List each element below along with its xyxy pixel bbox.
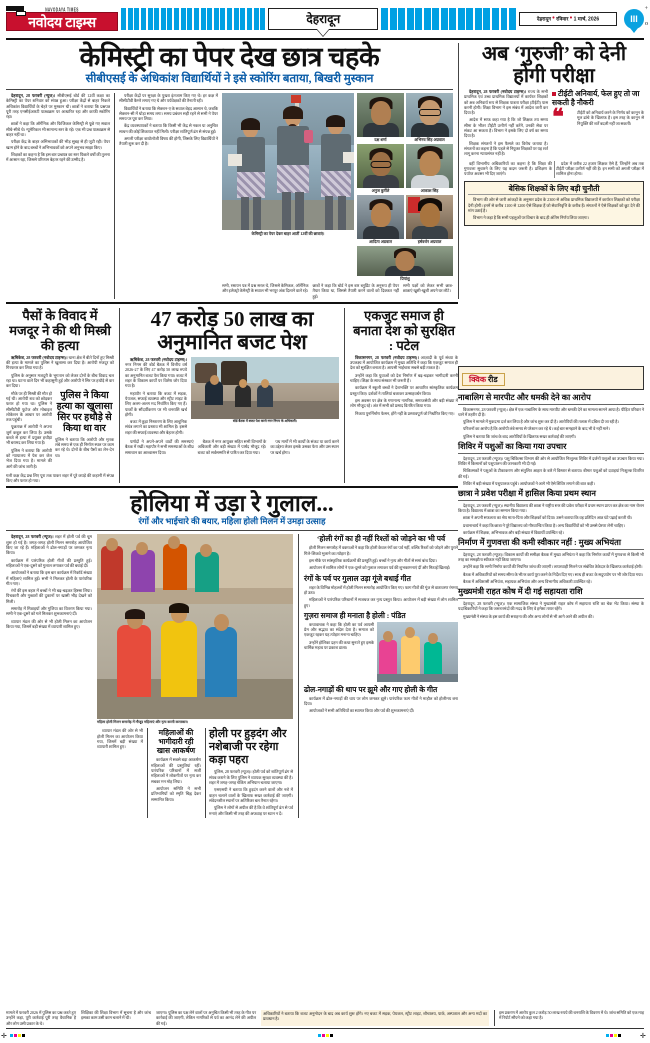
- portrait-caption: प्रियांशु: [400, 276, 410, 281]
- guruji-body-rest: [464, 161, 644, 179]
- sidebar-1-p4: पुलिस ने बताया कि जांच के बाद आरोपियों के खिलाफ सख्त कार्रवाई की जाएगी।: [463, 433, 577, 439]
- sidebar-body-3: [458, 503, 644, 535]
- registration-plus-icon: +: [644, 6, 648, 12]
- portrait-item: [406, 93, 453, 142]
- sidebar-1-p2: पुलिस ने मामले में मुकदमा दर्ज कर लिया है और जांच शुरू कर दी है। आरोपियों की तलाश में दबिश दी जा रही है।: [463, 419, 620, 425]
- holi-p1: शहर में होली पर्व की धूम शुरू हो गई है। जगह-जगह होली मिलन समारोह आयोजित किए जा रहे हैं। महिलाओं ने ढोल-नगाड़ों पर जमकर नृत्य किया।: [6, 534, 92, 556]
- guruji-p2: आदेश में साफ कहा गया है कि जो शिक्षक तय समय सीमा के भीतर टीईटी उत्तीर्ण नहीं करेंगे, उनकी सेवा पर संकट आ सकता है। विभाग ने इसके लिए दो वर्ष का समय दिया है।: [464, 117, 548, 139]
- dateline-sep-1: •: [552, 15, 555, 22]
- edition-mark: [620, 6, 648, 29]
- mid-left-p4: पूछताछ में आरोपी ने अपना जुर्म कबूल कर लिया है। उसके कब्जे से हत्या में प्रयुक्त हथौड़ा भी बरामद कर लिया गया है।: [6, 424, 52, 446]
- holi-right-b1-p1: होली मिलन समारोह में वक्ताओं ने कहा कि होली केवल रंगों का पर्व नहीं, बल्कि रिश्तों को जोड़ने और पुराने गिले-शिकवे भुलाने का त्योहार है।: [304, 545, 458, 556]
- portrait-caption: अनुज कुर्रीले: [371, 188, 390, 193]
- footer-tail-5: इस प्रकरण में आरोप कुल 2 करोड़ 50 लाख रुपये की धनराशि के विवरण में थे। जांच समिति को एक माह में रिपोर्ट सौंपने को कहा गया है।: [494, 1010, 644, 1026]
- mid-center-body-2: [125, 439, 339, 457]
- sidebar-4-p4: बैठक में अधिशासी अभियंता, सहायक अभियंता और अन्य विभागीय अधिकारी उपस्थित रहे।: [463, 579, 592, 585]
- guruji-bullet: [552, 89, 644, 107]
- sidebar-1-p1: विकासनगर, 28 फरवरी (न्यूज)। क्षेत्र में एक नाबालिग के साथ मारपीट और धमकी देने का मामला सामने आया है। पीड़ित परिवार ने थाने में तहरीर दी है।: [458, 406, 644, 417]
- holi-left-tail-p: व्यापार मंडल की ओर से भी होली मिलन का आयोजन किया गया, जिसमें बड़ी संख्या में व्यापारी शामिल हुए।: [97, 728, 143, 750]
- portrait-caption: आकाश सिंह: [420, 188, 439, 193]
- bullet-square-icon: [552, 92, 556, 96]
- holi-p4: रंगों की इस बहार में बच्चों ने भी बढ़-चढ़कर हिस्सा लिया। पिचकारी और गुब्बारों की दुकानों पर खासी भीड़ देखने को मिली।: [6, 588, 92, 604]
- holi-left-body: [6, 534, 92, 629]
- quick-read-label-red: क्विक: [469, 375, 487, 384]
- holi-right-b1-p2: इस मौके पर सांस्कृतिक कार्यक्रमों की प्रस्तुति हुई। बच्चों ने नृत्य और गीतों से समां बांध दिया।: [309, 558, 437, 564]
- guruji-box-p1: विभाग की ओर से जारी आंकड़ों के अनुसार प्रदेश के 2300 से अधिक प्राथमिक विद्यालयों में कार्यरत शिक्षकों को परीक्षा देनी होगी। इनमें से करीब 1100 से 1200 ऐसे शिक्षक हैं जो सेवानिवृत्ति के करीब हैं। संगठनों ने ऐसे शिक्षकों को छूट देने की मांग उठाई है।: [468, 197, 640, 214]
- holi-box2-title: होली पर हुड़दंग और नशेबाजी पर रहेगा कड़ा पहरा: [209, 728, 287, 767]
- holi-right-b4-p2: आयोजकों ने सभी अतिथियों का स्वागत किया और पर्व की शुभकामनाएं दीं।: [309, 708, 415, 714]
- sidebar-headline-2: शिविर में पशुओं का किया गया उपचार: [458, 442, 644, 454]
- masthead: [6, 4, 648, 34]
- holi-column-right: [298, 534, 458, 817]
- guruji-box-title: बेसिक शिक्षकों के लिए बड़ी चुनौती: [468, 184, 640, 195]
- mid-left-body: [6, 355, 114, 389]
- holi-column-mid: [97, 534, 293, 817]
- quick-read-tab[interactable]: [462, 373, 505, 386]
- holi-p6: व्यापार मंडल की ओर से भी होली मिलन का आयोजन किया गया, जिसमें बड़ी संख्या में व्यापारी शामिल हुए।: [6, 618, 92, 629]
- mid-center-byline: ऋषिकेश, 28 फरवरी (नवोदय टाइम्स)।: [130, 356, 187, 362]
- mid-center-headline-2: अनुमानित बजट पेश: [157, 329, 307, 354]
- sidebar-body-1: [458, 407, 644, 439]
- mid-story-center: [119, 308, 345, 484]
- guruji-story: [458, 43, 644, 299]
- mid-center-headline-1: 47 करोड़ 50 लाख का: [150, 306, 314, 331]
- lead-col1-p2: छात्रों ने कहा कि ऑर्गेनिक और फिजिकल केमिस्ट्री से पूछे गए सवाल सीधे-सीधे थे। न्यूमेरिकल भी सामान्य स्तर के रहे। एक भी प्रश्न पाठ्यक्रम से बाहर नहीं था।: [6, 121, 110, 138]
- holi-right-b4-p1: कार्यक्रम में ढोल-नगाड़ों की थाप पर लोग जमकर झूमे। पारंपरिक फाग गीतों ने माहौल को होलीमय बना दिया।: [304, 695, 458, 707]
- mid-center-tail: पथ मार्गों में भी कार्यों के संकट या कार्य करने का उद्देश्य लेकर इसके उसका फेरा और उस स्थान पर खर्च होगा।: [270, 439, 339, 455]
- mid-right-p1: आज़ादी के पूर्व संध्या के उपलक्ष्य में आयोजित कार्यक्रम में मुख्य अतिथि ने कहा कि एकजुट समाज ही देश को सुरक्षित बनाता है। आपसी भाईचारा सबसे बड़ी ताकत है।: [350, 354, 458, 371]
- quick-read-item[interactable]: [458, 442, 644, 486]
- lead-tail-3: सभी पक्षों को लेकर सभी छात्र-छात्राएं खुशी-खुशी अपने घर लौटे।: [403, 283, 453, 294]
- footer-tail-1: मामले में फरवरी 2026 में पुलिस का प्रश्न करते हुए उन्होंने कहा, पूरी कार्रवाई पूरी तरह वैधानिक है और लोग उसी प्रकार के थे।: [6, 1010, 76, 1026]
- holi-right-h2: रंगों के पर्व पर गुलाल उड़ा गूंजे बधाई गीत: [304, 573, 411, 583]
- mid-left-p1: थाना क्षेत्र में बीते दिनों हुए मिस्त्री की हत्या के मामले का पुलिस ने खुलासा कर दिया है। आरोपी मजदूर को गिरफ्तार कर लिया गया है।: [6, 354, 114, 371]
- lead-byline: देहरादून, 28 फरवरी (न्यूज)।: [11, 93, 56, 98]
- mid-right-headline: एकजुट समाज ही बनाता देश को सुरक्षित : पटेल: [353, 307, 455, 353]
- holi-right-h1: ‘होली रंगों का ही नहीं रिश्तों को जोड़ने का भी पर्व: [316, 534, 446, 544]
- portrait-caption: दक्ष शर्मा: [374, 137, 387, 142]
- mid-story-right: [350, 308, 458, 484]
- guruji-p3: शिक्षक संगठनों ने इस फैसले का विरोध जताया है। संगठनों का कहना है कि पहले से नियुक्त शिक्षकों पर यह शर्त लागू करना न्यायसंगत नहीं है।: [464, 140, 548, 157]
- mid-center-p4: पार्षदों ने अपने-अपने वार्डों की समस्याएं बैठक में रखीं। महापौर ने सभी समस्याओं के शीघ्र समाधान का आश्वासन दिया।: [125, 439, 194, 455]
- portrait-item: [357, 93, 404, 142]
- sidebar-5-p1: देहरादून, 28 फरवरी (न्यूज)। एक सामाजिक संस्था ने मुख्यमंत्री राहत कोष में सहायता राशि का चेक भेंट किया। संस्था के पदाधिकारियों ने कहा कि जरूरतमंदों की मदद के लिए वे हमेशा तत्पर रहेंगे।: [458, 600, 644, 612]
- mid-left-headline: पैसों के विवाद में मजदूर ने की थी मिस्त्री की हत्या: [9, 307, 111, 353]
- lead-tail-1: सभी, रसायन पत्र में प्रश्न सरल थे, जिससे केमिकल, ऑर्गेनिक और इलेक्ट्रो केमेस्ट्री के सवाल भी भरपूर अंक दिलाने वाले रहे।: [222, 283, 309, 294]
- dateline-day: रविवार: [556, 16, 569, 23]
- lead-col1-p1: सीबीएसई बोर्ड की 12वीं कक्षा का केमिस्ट्री का पेपर शनिवार को संपन्न हुआ। परीक्षा केंद्रों से बाहर निकले अधिकांश विद्यार्थियों के चेहरे पर मुस्कान थी। छात्रों ने बताया कि प्रश्नपत्र पूरी तरह एनसीईआरटी पाठ्यक्रम पर आधारित रहा और काफी स्कोरिंग रहा।: [6, 93, 110, 120]
- sidebar-5-p2: मुख्यमंत्री ने संस्था के इस कार्य की सराहना की और अन्य लोगों से भी आगे आने की अपील की।: [463, 613, 594, 619]
- holi-box2-p3: पुलिस ने लोगों से अपील की है कि वे शांतिपूर्ण ढंग से पर्व मनाएं और किसी भी तरह की अफवाह पर ध्यान न दें।: [209, 805, 293, 816]
- mid-story-left: [6, 308, 114, 484]
- sidebar-4-p3: बैठक में अधिकारियों को समय सीमा के भीतर कार्य पूरा करने के निर्देश दिए गए। साथ ही बजट के सदुपयोग पर भी जोर दिया गया।: [463, 571, 644, 577]
- lead-col2-p4: अगली परीक्षा बायोलॉजी विषय की होगी, जिसके लिए विद्यार्थियों ने तैयारी शुरू कर दी है।: [119, 136, 218, 147]
- section-divider-1: [6, 302, 458, 304]
- sidebar-body-4: [458, 552, 644, 584]
- color-bars-right: [606, 1034, 621, 1037]
- guruji-byline: देहरादून, 28 फरवरी (नवोदय टाइम्स)।: [469, 89, 527, 94]
- sidebar-2-p2: चिकित्सकों ने पशुओं के टीकाकरण और संतुलित आहार के बारे में विस्तार से बताया। बीमार पशुओं को दवाइयां निःशुल्क वितरित की गईं।: [458, 468, 644, 479]
- dateline-date: 1 मार्च, 2026: [573, 16, 600, 23]
- quick-read-item[interactable]: [458, 587, 644, 618]
- holi-box1-p1: कार्यक्रम में सबसे बड़ा आकर्षण महिलाओं की प्रस्तुतियां रहीं। पारंपरिक परिधानों में सजीं महिलाओं ने लोकगीतों पर नृत्य कर सबका मन मोह लिया।: [151, 757, 201, 784]
- lead-col2-p2: विद्यार्थियों ने बताया कि सेक्शन-ए के सवाल बेहद आसान थे, जबकि सेक्शन-सी में थोड़ा समय लगा। समय प्रबंधन सही रहने से सभी ने पेपर समय पर पूरा कर लिया।: [119, 105, 219, 122]
- mid-left-p5: पुलिस ने बताया कि आरोपी को न्यायालय में पेश कर जेल भेज दिया गया है। मामले की आगे की जांच जारी है।: [6, 447, 52, 469]
- sidebar-4-p1: देहरादून, 28 फरवरी (न्यूज)। विकास कार्यों की समीक्षा बैठक में मुख्य अभियंता ने कहा कि निर्माण कार्यों में गुणवत्ता से किसी भी तरह का समझौता स्वीकार नहीं किया जाएगा।: [458, 551, 644, 563]
- holi-columns: [6, 534, 458, 817]
- mid-left-p2: पुलिस के अनुसार मजदूरी के भुगतान को लेकर दोनों के बीच विवाद चल रहा था। घटना वाले दिन भी कहासुनी हुई और आरोपी ने सिर पर हथौड़े से वार कर दिया।: [6, 372, 114, 389]
- guruji-headline: अब ‘गुरुजी’ को देनी होगी परीक्षा: [481, 43, 627, 87]
- guruji-box-p2: विभाग ने कहा है कि सभी पहलुओं पर विचार के बाद ही अंतिम निर्णय लिया जाएगा।: [473, 215, 589, 221]
- holi-column-left: [6, 534, 92, 817]
- portrait-item: [357, 195, 404, 244]
- mid-left-tail: गली कक्ष केंद्र प्रश्न लिए पूरा तक पाकर शहर में पूरे कपड़े की कहानी में संपन्न किए और फरार हो गया।: [6, 472, 114, 484]
- sidebar-headline-5: मुख्यमंत्री राहत कोष में दी गई सहायता राशि: [458, 587, 644, 599]
- color-bars-center: [318, 1034, 333, 1037]
- holi-right-h4: ढोल-नगाड़ों की थाप पर झूमे और गाए होली के गीत: [304, 684, 438, 694]
- guruji-p1: राज्य के सभी प्राथमिक एवं उच्च प्राथमिक विद्यालयों में कार्यरत शिक्षकों को अब अनिवार्य रूप से शिक्षक पात्रता परीक्षा (टीईटी) पास करनी होगी। शिक्षा विभाग ने इस संबंध में आदेश जारी कर दिया है।: [464, 89, 548, 116]
- lead-col2-text: [119, 93, 218, 147]
- mid-right-p2: उन्होंने कहा कि युवाओं को देश निर्माण में बढ़-चढ़कर भागीदारी करनी चाहिए। शिक्षा के साथ संस्कार भी जरूरी हैं।: [350, 372, 458, 384]
- reg-cross-left-icon: ✛: [1, 1033, 7, 1040]
- portrait-item: [357, 144, 404, 193]
- holi-box-2: [205, 728, 293, 817]
- holi-byline: देहरादून, 28 फरवरी (न्यूज)।: [11, 534, 54, 540]
- lead-media-column: [222, 93, 453, 299]
- lead-col1-p4: शिक्षकों का कहना है कि इस बार प्रश्नपत्र का स्तर पिछले वर्षों की तुलना में आसान रहा, जिससे परिणाम बेहतर रहने की उम्मीद है।: [6, 151, 110, 163]
- sidebar-headline-1: नाबालिग से मारपीट और धमकी देने का आरोप: [458, 393, 644, 405]
- dateline-city: देहरादून: [536, 16, 551, 23]
- sidebar-body-2: [458, 456, 644, 486]
- sidebar-4-p2: उन्होंने कहा कि सभी निर्माण कार्यों की नियमित जांच की जाएगी। लापरवाही मिलने पर संबंधित ठेकेदार के खिलाफ कार्रवाई होगी।: [463, 564, 643, 570]
- mid-right-tail: निकाय पुनर्निर्माण फेसन, होंगे नहीं के प्रस्तावपूर्ण जो निर्धारित किए गए।: [355, 410, 455, 416]
- edition-city-tab[interactable]: देहरादून: [268, 8, 378, 30]
- footer-tail-3: जाएगा। पुलिस का पक्ष लेने वालों पर अनुचित किसी भी तरह के गीत पर कार्रवाई की जाएगी, लेकिन नागरिकों से पर्व का आनंद लेने की अपील की गई।: [156, 1010, 256, 1026]
- holi-box1-title: महिलाओं की भागीदारी रही खास आकर्षण: [156, 728, 196, 756]
- lead-column-2: [114, 93, 218, 299]
- color-bars-left: [10, 1034, 25, 1037]
- holi-rule: [6, 530, 458, 531]
- holi-block: [6, 491, 458, 817]
- guruji-box-body: [468, 197, 640, 220]
- dateline-sep-2: •: [569, 15, 573, 22]
- quick-read-sidebar: [458, 366, 644, 621]
- decorative-bars-right: [381, 8, 516, 30]
- quick-read-item[interactable]: [458, 393, 644, 439]
- mid-right-p4: इस अवसर पर क्षेत्र के गणमान्य नागरिक, समाजसेवी और बड़ी संख्या में लोग मौजूद रहे। अंत में सभी को प्रसाद वितरित किया गया।: [350, 397, 458, 409]
- holi-right-photo: [377, 622, 458, 682]
- mid-center-p5: बैठक में नगर आयुक्त सहित सभी विभागों के अधिकारी और बड़ी संख्या में पार्षद मौजूद रहे। बजट को सर्वसम्मति से पारित कर दिया गया।: [197, 439, 267, 455]
- mid-center-p2: महापौर ने बताया कि बजट में सड़क, पेयजल, सफाई व्यवस्था और स्ट्रीट लाइट के लिए अलग-अलग मद निर्धारित किए गए हैं। पार्कों के सौंदर्यीकरण पर भी धनराशि खर्च होगी।: [125, 390, 187, 417]
- holi-right-b3-p2: उन्होंने होलिका दहन की कथा सुनाते हुए इसके धार्मिक महत्व पर प्रकाश डाला।: [304, 639, 374, 650]
- holi-right-b1: [304, 545, 458, 570]
- quote-icon: ❝: [552, 104, 564, 129]
- newspaper-logo[interactable]: [6, 8, 118, 31]
- sidebar-headline-4: निर्माण में गुणवत्ता की कमी स्वीकार नहीं : मुख्य अभियंता: [458, 538, 644, 550]
- holi-box1-p2: आयोजन समिति ने सभी प्रतिभागियों को स्मृति चिह्न देकर सम्मानित किया।: [151, 785, 201, 802]
- lead-col2-p3: केंद्र व्यवस्थापकों ने बताया कि किसी भी केंद्र से नकल या अनुचित साधन की कोई शिकायत नहीं मिली। परीक्षा शांतिपूर्ण ढंग से संपन्न हुई।: [119, 123, 218, 134]
- holi-right-b1-p3: आयोजन में शामिल लोगों ने एक-दूसरे को गुलाल लगाकर पर्व की शुभकामनाएं दीं और मिठाई खिलाई।: [309, 565, 451, 571]
- guruji-bullet-text: टीईटी अनिवार्य, फेल हुए तो जा सकती है नौकरी: [552, 89, 640, 107]
- sidebar-3-p4: कार्यक्रम में शिक्षक, अभिभावक और बड़ी संख्या में विद्यार्थी उपस्थित रहे।: [463, 529, 564, 535]
- holi-box2-p1: पुलिस, 28 फरवरी (न्यूज)। होली पर्व को शांतिपूर्ण ढंग से संपन्न कराने के लिए पुलिस ने व्यापक सुरक्षा व्यवस्था की है। शहर में जगह-जगह चेकिंग अभियान चलाया जाएगा।: [209, 769, 293, 786]
- guruji-p5: प्रदेश में करीब 22 हजार शिक्षक ऐसे हैं, जिन्होंने अब तक टीईटी परीक्षा उत्तीर्ण नहीं की है। इन सभी को अगली परीक्षा में शामिल होना होगा।: [556, 160, 644, 177]
- footer-tail: [6, 1010, 644, 1029]
- mid-left-box-headline: पुलिस ने किया हत्या का खुलासा सिर पर हथौड़े से किया था वार: [56, 390, 113, 434]
- mid-right-body: [350, 355, 458, 416]
- holi-p2: कार्यक्रम में पारंपरिक होली गीतों की प्रस्तुति हुई। महिलाओं ने एक-दूसरे को गुलाल लगाकर पर्व की बधाई दी।: [6, 557, 92, 568]
- lead-subhead: सीबीएसई के अधिकांश विद्यार्थियों ने इसे स्कोरिंग बताया, बिखरी मुस्कान: [85, 73, 374, 85]
- sidebar-2-p3: शिविर में बड़ी संख्या में पशुपालक पहुंचे। आयोजकों ने आगे भी ऐसे शिविर लगाने की बात कही।: [463, 480, 595, 486]
- mid-left-box-body: पुलिस ने बताया कि आरोपी और मृतक लंबे समय से एक ही निर्माण स्थल पर काम कर रहे थे। दोनों के बीच पैसों का लेन-देन था।: [55, 436, 114, 458]
- quick-read-item[interactable]: [458, 489, 644, 535]
- decorative-bars-left: [121, 8, 265, 30]
- mid-left-byline: ऋषिकेश, 28 फरवरी (नवोदय टाइम्स)।: [11, 354, 68, 360]
- guruji-quote: टीईटी को अनिवार्य करने के निर्णय को कानून के मूल ढांचे के खिलाफ है। इस तरह के कानून से नियुक्ति की शर्तें बदली नहीं जा सकतीं।: [577, 110, 644, 126]
- portrait-item: [406, 144, 453, 193]
- holi-left-tail: [97, 728, 143, 817]
- logo-kicker: NAVODAYA TIMES: [45, 6, 79, 13]
- mid-center-photo-caption: बोर्ड बैठक में बजट पेश करते नगर निगम के अधिकारी।: [232, 418, 298, 423]
- lead-rule: [6, 89, 453, 90]
- lead-col1-text: [6, 93, 110, 163]
- mid-center-p1: नगर निगम की बोर्ड बैठक में वित्तीय वर्ष 2026-27 के लिए 47 करोड़ 50 लाख रुपये का अनुमानित बजट पेश किया गया। बजट में शहर के विकास कार्यों पर विशेष जोर दिया गया है।: [125, 362, 187, 389]
- footer-tail-2: शिक्षिका की शिक्षा विभाग में सूचना है और जांच इसका काम उसी काम चलाने में थी।: [81, 1010, 151, 1021]
- lead-col1-p3: परीक्षा केंद्र के बाहर अभिभावकों की भीड़ सुबह से ही जुटी रही। पेपर खत्म होने के बाद बच्चों ने अभिभावकों को अपने अनुभव साझा किए।: [6, 139, 110, 150]
- dateline: [519, 12, 617, 26]
- mid-center-body-1: [125, 357, 187, 435]
- sidebar-headline-3: छात्रा ने प्रवेश परीक्षा में हासिल किया प्रथम स्थान: [458, 489, 644, 501]
- holi-right-b2-p1: शहर के विभिन्न मोहल्लों में होली मिलन समारोह आयोजित किए गए। फाग गीतों की गूंज से वातावरण रंगमय हो उठा।: [304, 584, 458, 595]
- lead-column-1: [6, 93, 110, 299]
- holi-box1-body: [151, 757, 201, 801]
- lead-photo-students: [222, 93, 354, 230]
- mid-left-body-2: [6, 391, 52, 471]
- lead-story: [6, 43, 453, 299]
- holi-right-b2: [304, 585, 458, 608]
- sidebar-1-p3: परिजनों का आरोप है कि आरोपी लंबे समय से परेशान कर रहे थे। कई बार समझाने के बाद भी वे नहीं माने।: [463, 426, 610, 432]
- holi-right-b4: [304, 696, 458, 714]
- sidebar-3-p2: छात्रा ने अपनी सफलता का श्रेय माता-पिता और शिक्षकों को दिया। उसने बताया कि वह प्रतिदिन आठ घंटे पढ़ाई करती थी।: [463, 515, 633, 521]
- quick-read-header-box: [458, 366, 644, 390]
- holi-photo: [97, 534, 293, 719]
- holi-box2-p2: एसएसपी ने बताया कि हुड़दंग करने वालों और नशे में वाहन चलाने वालों के खिलाफ सख्त कार्रवाई की जाएगी। संवेदनशील स्थानों पर अतिरिक्त बल तैनात रहेगा।: [209, 787, 293, 803]
- sidebar-body-5: [458, 601, 644, 619]
- mid-left-p3: मौके पर ही मिस्त्री की मौत हो गई थी। आरोपी शव को छोड़कर फरार हो गया था। पुलिस ने सीसीटीवी फुटेज और मोबाइल लोकेशन के आधार पर आरोपी तक पहुंची।: [6, 390, 52, 423]
- footer-rule: [6, 1028, 644, 1029]
- holi-right-b3-p1: कथावाचक ने कहा कि होली का पर्व आपसी प्रेम और सद्भाव का संदेश देता है। समाज को एकजुट रहकर यह त्योहार मनाना चाहिए।: [304, 621, 374, 638]
- holi-right-b2-p2: महिलाओं ने पारंपरिक परिधानों में सजधज कर नृत्य प्रस्तुत किया। आयोजन में बड़ी संख्या में लोग शामिल हुए।: [304, 597, 458, 608]
- portrait-grid: [357, 93, 453, 244]
- guruji-body-col: [464, 89, 548, 157]
- sidebar-3-p1: देहरादून, 28 फरवरी (न्यूज)। स्थानीय विद्यालय की छात्रा ने राष्ट्रीय स्तर की प्रवेश परीक्षा में प्रथम स्थान प्राप्त कर क्षेत्र का नाम रोशन किया है। विद्यालय में छात्रा का सम्मान किया गया।: [458, 502, 644, 514]
- mid-center-photo: [191, 357, 339, 419]
- lead-col2-p1: परीक्षा केंद्रों पर सुरक्षा के पुख्ता इंतजाम किए गए थे। हर कक्ष में सीसीटीवी कैमरे लगाए गए थे और पर्यवेक्षकों की तैनाती रही।: [119, 93, 218, 104]
- guruji-box: [464, 181, 644, 225]
- lead-tail-2: छात्रों ने कहा कि बोर्ड ने इस बार ब्लूप्रिंट के अनुरूप ही पेपर तैयार किया था, जिससे तैयारी करने वालों को दिक्कत नहीं हुई।: [312, 283, 399, 299]
- holi-p3: आयोजकों ने बताया कि इस बार कार्यक्रम में रिकॉर्ड संख्या में महिलाएं शामिल हुईं। सभी ने मिलकर होली के पारंपरिक गीत गाए।: [6, 570, 92, 586]
- footer-tail-4: अधिकारियों ने बताया कि बजट अनुमोदन के बाद अब कार्य शुरू होंगे। नए बजट में सड़क, पेयजल, स्ट्रीट लाइट, शौचालय, पार्क, अस्पताल और अन्य मदों का प्रावधान है।: [261, 1010, 489, 1026]
- portrait-item: [406, 195, 453, 244]
- mid-center-p3: बजट में कूड़ा निस्तारण के लिए आधुनिक संयंत्र लगाने का प्रस्ताव भी शामिल है। इससे शहर की सफाई व्यवस्था और बेहतर होगी।: [125, 419, 187, 435]
- print-registration-marks: [0, 1033, 650, 1041]
- mid-block: [6, 308, 458, 484]
- quick-read-label-black: रीड: [488, 375, 498, 384]
- guruji-p4: वहीं विभागीय अधिकारियों का कहना है कि शिक्षा की गुणवत्ता सुधारने के लिए यह कदम जरूरी है। प्रशिक्षण के पर्याप्त अवसर भी दिए जाएंगे।: [464, 160, 552, 177]
- holi-photo-caption: महिला होली मिलन समारोह में मौजूद महिलाएं और नृत्य करती कलाकार।: [97, 720, 189, 725]
- registration-dot-icon: o: [645, 21, 648, 27]
- logo-title: नवोदय टाइम्स: [6, 12, 118, 31]
- portrait-caption: हर्षवर्धन अग्रवाल: [417, 239, 442, 244]
- holi-subhead: रंगों और भाईचारे की बयार, महिला होली मिलन में उमड़ा उत्साह: [138, 516, 326, 527]
- sidebar-2-p1: देहरादून, 28 फरवरी (न्यूज)। पशु चिकित्सा विभाग की ओर से आयोजित निःशुल्क शिविर में दर्जनों पशुओं का उपचार किया गया। शिविर में किसानों को पशुपालन की जानकारी भी दी गई।: [458, 455, 644, 466]
- mid-right-p3: कार्यक्रम में स्कूली बच्चों ने देशभक्ति पर आधारित सांस्कृतिक कार्यक्रम प्रस्तुत किए। दर्शकों ने तालियां बजाकर उत्साहवर्धन किया।: [350, 385, 458, 396]
- portrait-caption: आदित्य अग्रवाल: [368, 239, 392, 244]
- edition-number: III: [624, 9, 644, 29]
- holi-box2-body: [209, 769, 293, 815]
- sidebar-3-p3: प्रधानाचार्य ने कहा कि छात्रा ने पूरे विद्यालय को गौरवान्वित किया है। अन्य विद्यार्थियों को भी उससे प्रेरणा लेनी चाहिए।: [463, 522, 625, 528]
- holi-headline: होलिया में उड़ा रे गुलाल...: [130, 491, 334, 517]
- lead-photo-caption: केमिस्ट्री का पेपर देकर बाहर आतीं 12वीं की छात्राएं।: [251, 231, 325, 236]
- lead-block: [6, 43, 644, 299]
- reg-cross-right-icon: ✛: [640, 1033, 646, 1040]
- holi-box-1: [147, 728, 201, 817]
- holi-right-b3: [304, 622, 374, 682]
- holi-p5: समारोह में मिठाइयों और गुजिया का वितरण किया गया। सभी ने एक-दूसरे को गले मिलकर शुभकामनाएं दीं।: [6, 605, 92, 617]
- lead-columns: [6, 93, 453, 299]
- section-divider-2: [6, 486, 458, 488]
- lead-headline: केमिस्ट्री का पेपर देख छात्र चहके: [79, 42, 380, 72]
- quick-read-item[interactable]: [458, 538, 644, 584]
- mid-right-byline: विकासनगर, 28 फरवरी (नवोदय टाइम्स)।: [355, 354, 419, 360]
- portrait-caption: अभिनव सिंह अग्रवाल: [414, 137, 445, 142]
- holi-right-h3: गुज़रा समाज ही मनाता है होली : पंडित: [304, 610, 406, 620]
- masthead-rule: [6, 38, 644, 40]
